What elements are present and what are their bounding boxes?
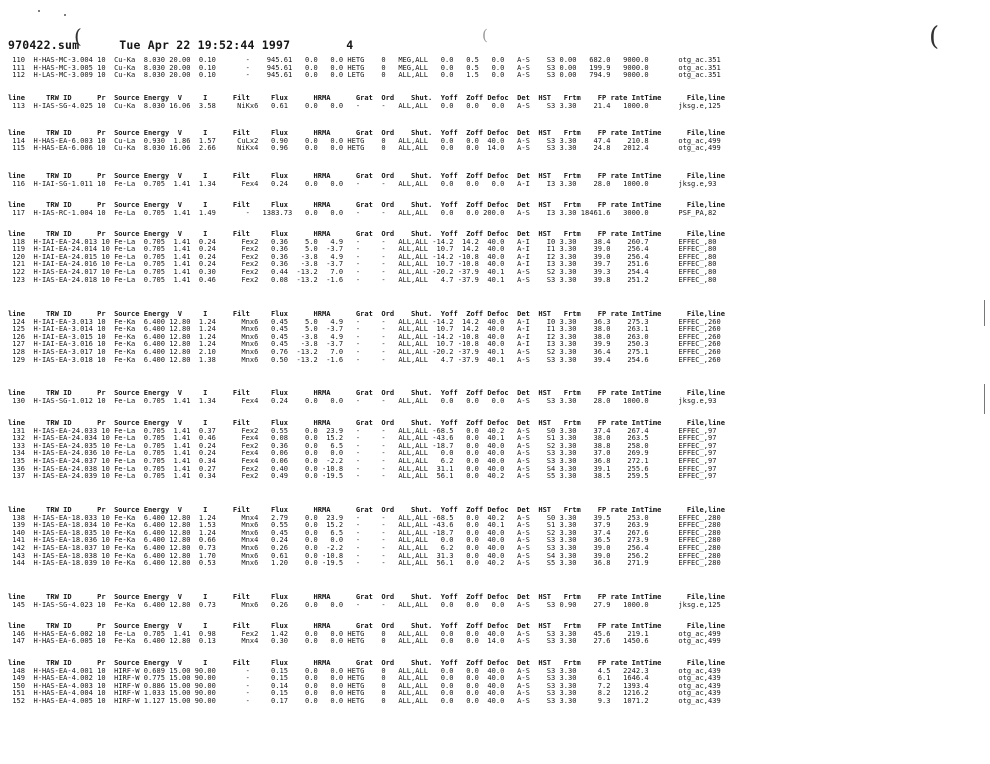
data-block	[8, 172, 725, 187]
data-block	[8, 389, 725, 404]
table-row: 151 H-HAS-EA-4.004 10 HIRF-W 1.033 15.00 90.00 - 0.15 0.0 0.0 HETG 0 ALL,ALL 0.0 0.0 40.0 A-S S3 3.30 8.2 1216.2 otg_ac,439	[8, 688, 721, 698]
table-row: 122 H-IAS-EA-24.017 10 Fe-La 0.705 1.41 0.30 Fex2 0.44 -13.2 7.0 - - ALL,ALL -20.2 -37.9 40.1 A-S S2 3.30 39.3 254.4 EFFEC_,80	[8, 266, 717, 276]
column-header-row: line TRW ID Pr Source Energy V I Filt Flux HRMA Grat Ord Shut. Yoff Zoff Defoc Det HST Frtm FP rate IntTime File,line	[8, 93, 725, 102]
table-row: 121 H-IAI-EA-24.016 10 Fe-La 0.705 1.41 0.24 Fex2 0.36 -3.8 -3.7 - - ALL,ALL 10.7 -10.8 40.0 A-I I3 3.30 39.7 251.6 EFFEC_,80	[8, 259, 717, 269]
table-row: 149 H-HAS-EA-4.002 10 HIRF-W 0.775 15.00 90.00 - 0.15 0.0 0.0 HETG 0 ALL,ALL 0.0 0.0 40.0 A-S S3 3.30 6.1 1646.4 otg_ac,439	[8, 673, 721, 683]
data-block	[8, 506, 725, 567]
column-header-row: line TRW ID Pr Source Energy V I Filt Flux HRMA Grat Ord Shut. Yoff Zoff Defoc Det HST Frtm FP rate IntTime File,line	[8, 309, 725, 318]
data-block	[8, 56, 721, 79]
table-row: 117 H-IAS-RC-1.004 10 Fe-La 0.705 1.41 1.49 - 1383.73 0.0 0.0 - - ALL,ALL 0.0 0.0 200.0 A-S I3 3.30 18461.6 3000.0 PSF_PA,82	[8, 207, 717, 217]
table-row: 148 H-HAS-EA-4.001 10 HIRF-W 0.689 15.00 90.00 - 0.15 0.0 0.0 HETG 0 ALL,ALL 0.0 0.0 40.0 A-S S3 3.30 4.5 2242.3 otg_ac,439	[8, 665, 721, 675]
column-header-row: line TRW ID Pr Source Energy V I Filt Flux HRMA Grat Ord Shut. Yoff Zoff Defoc Det HST Frtm FP rate IntTime File,line	[8, 128, 725, 137]
table-row: 135 H-IAS-EA-24.037 10 Fe-La 0.705 1.41 0.34 Fex4 0.06 0.0 -2.2 - - ALL,ALL 6.2 0.0 40.0 A-S S3 3.30 36.8 272.1 EFFEC_,97	[8, 455, 717, 465]
pen-mark-center: (	[482, 26, 488, 44]
column-header-row: line TRW ID Pr Source Energy V I Filt Flux HRMA Grat Ord Shut. Yoff Zoff Defoc Det HST Frtm FP rate IntTime File,line	[8, 592, 725, 601]
column-header-row: line TRW ID Pr Source Energy V I Filt Flux HRMA Grat Ord Shut. Yoff Zoff Defoc Det HST Frtm FP rate IntTime File,line	[8, 388, 725, 397]
data-block	[8, 201, 725, 216]
column-header-row: line TRW ID Pr Source Energy V I Filt Flux HRMA Grat Ord Shut. Yoff Zoff Defoc Det HST Frtm FP rate IntTime File,line	[8, 200, 725, 209]
table-row: 136 H-IAS-EA-24.038 10 Fe-La 0.705 1.41 0.27 Fex2 0.40 0.0 -10.8 - - ALL,ALL 31.1 0.0 40.0 A-S S4 3.30 39.1 255.6 EFFEC_,97	[8, 463, 717, 473]
table-row: 131 H-IAS-EA-24.033 10 Fe-La 0.705 1.41 0.37 Fex2 0.55 0.0 23.9 - - ALL,ALL -68.5 0.0 40.2 A-S S0 3.30 37.4 267.4 EFFEC_,97	[8, 425, 717, 435]
table-row: 139 H-IAS-EA-18.034 10 Fe-Ka 6.400 12.80 1.53 Mnx6 0.55 0.0 15.2 - - ALL,ALL -43.6 0.0 40.1 A-S S1 3.30 37.9 263.9 EFFEC_,280	[8, 520, 721, 530]
table-row: 132 H-IAS-EA-24.034 10 Fe-La 0.705 1.41 0.46 Fex4 0.08 0.0 15.2 - - ALL,ALL -43.6 0.0 40.1 A-S S1 3.30 38.0 263.5 EFFEC_,97	[8, 433, 717, 443]
data-block	[8, 419, 725, 480]
table-row: 110 H-HAS-MC-3.004 10 Cu-Ka 8.030 20.00 0.10 - 945.61 0.0 0.0 HETG 0 MEG,ALL 0.0 0.5 0.0 A-S S3 0.00 682.0 9000.0 otg_ac.351	[8, 55, 721, 64]
data-block	[8, 622, 725, 645]
table-row: 128 H-IAS-EA-3.017 10 Fe-Ka 6.400 12.80 2.10 Mnx6 0.76 -13.2 7.0 - - ALL,ALL -20.2 -37.9 40.1 A-S S2 3.30 36.4 275.1 EFFEC_,260	[8, 346, 721, 356]
print-date: Tue Apr 22 19:52:44 1997	[119, 38, 291, 52]
column-header-row: line TRW ID Pr Source Energy V I Filt Flux HRMA Grat Ord Shut. Yoff Zoff Defoc Det HST Frtm FP rate IntTime File,line	[8, 418, 725, 427]
table-row: 143 H-IAS-EA-18.038 10 Fe-Ka 6.400 12.80 1.70 Mnx6 0.61 0.0 -10.8 - - ALL,ALL 31.3 0.0 40.0 A-S S4 3.30 39.0 256.2 EFFEC_,280	[8, 550, 721, 560]
table-row: 123 H-IAS-EA-24.018 10 Fe-La 0.705 1.41 0.46 Fex2 0.08 -13.2 -1.6 - - ALL,ALL 4.7 -37.9 40.1 A-S S3 3.30 39.8 251.2 EFFEC_,80	[8, 274, 717, 284]
column-header-row: line TRW ID Pr Source Energy V I Filt Flux HRMA Grat Ord Shut. Yoff Zoff Defoc Det HST Frtm FP rate IntTime File,line	[8, 658, 725, 667]
column-header-row: line TRW ID Pr Source Energy V I Filt Flux HRMA Grat Ord Shut. Yoff Zoff Defoc Det HST Frtm FP rate IntTime File,line	[8, 621, 725, 630]
file-name: 970422.sum	[8, 38, 80, 52]
column-header-row: line TRW ID Pr Source Energy V I Filt Flux HRMA Grat Ord Shut. Yoff Zoff Defoc Det HST Frtm FP rate IntTime File,line	[8, 229, 725, 238]
table-row: 134 H-IAS-EA-24.036 10 Fe-La 0.705 1.41 0.24 Fex4 0.06 0.0 0.0 - - ALL,ALL 0.0 0.0 40.0 A-S S3 3.30 37.0 269.9 EFFEC_,97	[8, 448, 717, 458]
table-row: 141 H-IAS-EA-18.036 10 Fe-Ka 6.400 12.80 0.66 Mnx4 0.24 0.0 0.0 - - ALL,ALL 0.0 0.0 40.0 A-S S3 3.30 36.5 273.9 EFFEC_,280	[8, 535, 721, 545]
pen-mark-left: (	[74, 24, 82, 48]
data-block	[8, 230, 725, 283]
table-row: 113 H-IAS-SG-4.025 10 Cu-Ka 8.030 16.06 3.58 NiKx6 0.61 0.0 0.0 - - ALL,ALL 0.0 0.0 0.0 A-S S3 3.30 21.4 1000.0 jksg.e,125	[8, 100, 721, 110]
table-row: 140 H-IAS-EA-18.035 10 Fe-Ka 6.400 12.80 1.24 Mnx6 0.45 0.0 6.5 - - ALL,ALL -18.7 0.0 40.0 A-S S2 3.30 37.4 267.6 EFFEC_,280	[8, 527, 721, 537]
table-row: 118 H-IAI-EA-24.013 10 Fe-La 0.705 1.41 0.24 Fex2 0.36 5.0 4.9 - - ALL,ALL -14.2 14.2 40.0 A-I I0 3.30 38.4 260.7 EFFEC_,80	[8, 236, 717, 246]
table-row: 130 H-IAS-SG-1.012 10 Fe-La 0.705 1.41 1.34 Fex4 0.24 0.0 0.0 - - ALL,ALL 0.0 0.0 0.0 A-S S3 3.30 28.0 1000.0 jksg.e,93	[8, 395, 717, 405]
table-row: 133 H-IAS-EA-24.035 10 Fe-La 0.705 1.41 0.24 Fex2 0.36 0.0 6.5 - - ALL,ALL -18.7 0.0 40.0 A-S S2 3.30 38.8 258.0 EFFEC_,97	[8, 440, 717, 450]
table-row: 111 H-HAS-MC-3.005 10 Cu-Ka 8.030 20.00 0.10 - 945.61 0.0 0.0 HETG 0 MEG,ALL 0.0 0.5 0.0 A-S S3 0.00 199.9 9000.0 otg_ac.351	[8, 62, 721, 72]
table-row: 116 H-IAI-SG-1.011 10 Fe-La 0.705 1.41 1.34 Fex4 0.24 0.0 0.0 - - ALL,ALL 0.0 0.0 0.0 A-I I3 3.30 28.0 1000.0 jksg.e,93	[8, 178, 717, 188]
table-row: 147 H-HAS-EA-6.005 10 Fe-Ka 6.400 12.80 0.13 Mnx4 0.30 0.0 0.0 HETG 0 ALL,ALL 0.0 0.0 14.0 A-S S3 3.30 27.6 1450.6 otg_ac,499	[8, 636, 721, 646]
data-block	[8, 129, 725, 152]
table-row: 145 H-IAS-SG-4.023 10 Fe-Ka 6.400 12.80 0.73 Mnx6 0.26 0.0 0.0 - - ALL,ALL 0.0 0.0 0.0 A-S S3 0.90 27.9 1000.0 jksg.e,125	[8, 599, 721, 609]
data-block	[8, 94, 725, 109]
data-block	[8, 310, 725, 363]
table-row: 146 H-HAS-EA-6.002 10 Fe-La 0.705 1.41 0.98 Fex2 1.42 0.0 0.0 HETG 0 ALL,ALL 0.0 0.0 40.0 A-S S3 3.30 45.6 219.1 otg_ac,499	[8, 628, 721, 638]
table-row: 112 H-LAS-MC-3.009 10 Cu-Ka 8.030 20.00 0.10 - 945.61 0.0 0.0 LETG 0 ALL,ALL 0.0 1.5 0.0 A-S S3 0.00 794.9 9000.0 otg_ac.351	[8, 70, 721, 80]
table-row: 126 H-IAI-EA-3.015 10 Fe-Ka 6.400 12.80 1.24 Mnx6 0.45 -3.8 4.9 - - ALL,ALL -14.2 -10.8 40.0 A-I I2 3.30 38.0 263.0 EFFEC_,260	[8, 331, 721, 341]
table-row: 137 H-IAS-EA-24.039 10 Fe-La 0.705 1.41 0.34 Fex2 0.49 0.0 -19.5 - - ALL,ALL 56.1 0.0 40.2 A-S S5 3.30 38.5 259.5 EFFEC_,97	[8, 471, 717, 481]
table-row: 150 H-HAS-EA-4.003 10 HIRF-W 0.886 15.00 90.00 - 0.14 0.0 0.0 HETG 0 ALL,ALL 0.0 0.0 40.0 A-S S3 3.30 7.2 1393.4 otg_ac,439	[8, 680, 721, 690]
table-row: 114 H-HAS-EA-6.003 10 Cu-La 0.930 1.86 1.57 CuLx2 0.90 0.0 0.0 HETG 0 ALL,ALL 0.0 0.0 40.0 A-S S3 3.30 47.4 210.8 otg_ac,499	[8, 135, 721, 145]
table-row: 124 H-IAI-EA-3.013 10 Fe-Ka 6.400 12.80 1.24 Mnx6 0.45 5.0 4.9 - - ALL,ALL -14.2 14.2 40.0 A-I I0 3.30 36.3 275.3 EFFEC_,260	[8, 316, 721, 326]
table-row: 127 H-IAI-EA-3.016 10 Fe-Ka 6.400 12.80 1.24 Mnx6 0.45 -3.8 -3.7 - - ALL,ALL 10.7 -10.8 40.0 A-I I3 3.30 39.9 250.3 EFFEC_,260	[8, 339, 721, 349]
page-header	[8, 38, 353, 52]
table-row: 119 H-IAI-EA-24.014 10 Fe-La 0.705 1.41 0.24 Fex2 0.36 5.0 -3.7 - - ALL,ALL 10.7 14.2 40.0 A-I I1 3.30 39.0 256.4 EFFEC_,80	[8, 244, 717, 254]
column-header-row: line TRW ID Pr Source Energy V I Filt Flux HRMA Grat Ord Shut. Yoff Zoff Defoc Det HST Frtm FP rate IntTime File,line	[8, 171, 725, 180]
column-header-row: line TRW ID Pr Source Energy V I Filt Flux HRMA Grat Ord Shut. Yoff Zoff Defoc Det HST Frtm FP rate IntTime File,line	[8, 505, 725, 514]
scan-speck	[38, 10, 40, 12]
page-number: 4	[346, 38, 354, 52]
table-row: 144 H-IAS-EA-18.039 10 Fe-Ka 6.400 12.80 0.53 Mnx6 1.20 0.0 -19.5 - - ALL,ALL 56.1 0.0 40.2 A-S S5 3.30 36.8 271.9 EFFEC_,280	[8, 558, 721, 568]
table-row: 152 H-HAS-EA-4.005 10 HIRF-W 1.127 15.00 90.00 - 0.17 0.0 0.0 HETG 0 ALL,ALL 0.0 0.0 40.0 A-S S3 3.30 9.3 1071.2 otg_ac,439	[8, 695, 721, 705]
table-row: 129 H-IAS-EA-3.018 10 Fe-Ka 6.400 12.80 1.38 Mnx6 0.50 -13.2 -1.6 - - ALL,ALL 4.7 -37.9 40.1 A-S S3 3.30 39.4 254.6 EFFEC_,260	[8, 354, 721, 364]
table-row: 120 H-IAI-EA-24.015 10 Fe-La 0.705 1.41 0.24 Fex2 0.36 -3.8 4.9 - - ALL,ALL -14.2 -10.8 40.0 A-I I2 3.30 39.0 256.4 EFFEC_,80	[8, 251, 717, 261]
pen-mark-right: (	[929, 22, 940, 52]
table-row: 142 H-IAS-EA-18.037 10 Fe-Ka 6.400 12.80 0.73 Mnx6 0.26 0.0 -2.2 - - ALL,ALL 6.2 0.0 40.0 A-S S3 3.30 39.0 256.4 EFFEC_,280	[8, 542, 721, 552]
scan-edge-line	[984, 384, 985, 414]
scan-speck	[64, 14, 66, 16]
table-row: 138 H-IAS-EA-18.033 10 Fe-Ka 6.400 12.80 1.24 Mnx4 2.79 0.0 23.9 - - ALL,ALL -68.5 0.0 40.2 A-S S0 3.30 39.5 253.0 EFFEC_,280	[8, 512, 721, 522]
data-block	[8, 659, 725, 705]
data-block	[8, 593, 725, 608]
scan-edge-line	[984, 300, 985, 326]
table-row: 125 H-IAI-EA-3.014 10 Fe-Ka 6.400 12.80 1.24 Mnx6 0.45 5.0 -3.7 - - ALL,ALL 10.7 14.2 40.0 A-I I1 3.30 38.0 263.1 EFFEC_,260	[8, 324, 721, 334]
table-row: 115 H-HAS-EA-6.006 10 Cu-Ka 8.030 16.06 2.66 NiKx4 0.96 0.0 0.0 HETG 0 ALL,ALL 0.0 0.0 14.0 A-S S3 3.30 24.8 2012.4 otg_ac,499	[8, 143, 721, 153]
